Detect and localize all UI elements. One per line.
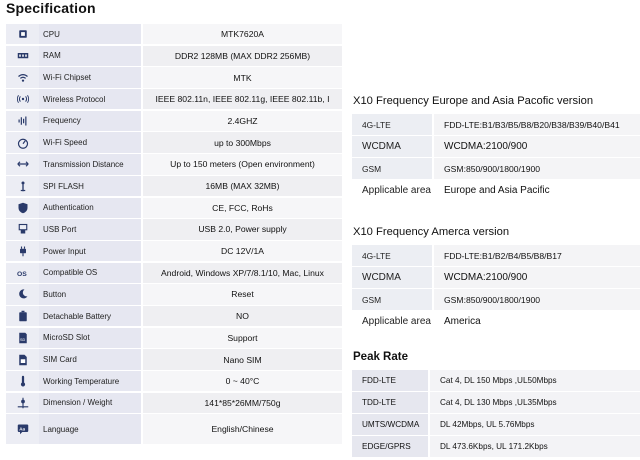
- frequency-row: [352, 114, 640, 135]
- frequency-value: GSM:850/900/1800/1900: [434, 158, 640, 179]
- spec-row: [6, 111, 342, 131]
- spec-value: English/Chinese: [143, 414, 342, 444]
- spec-label: Compatible OS: [39, 263, 141, 283]
- peak-rate-row: [352, 392, 640, 413]
- spec-label: Transmission Distance: [39, 154, 141, 174]
- dimension-icon: [6, 393, 39, 413]
- spec-label: RAM: [39, 46, 141, 66]
- peak-rate-value: Cat 4, DL 130 Mbps ,UL35Mbps: [430, 392, 640, 413]
- spec-value: 141*85*26MM/750g: [143, 393, 342, 413]
- distance-icon: [6, 154, 39, 174]
- frequency-label: Applicable area: [352, 180, 432, 201]
- thermometer-icon: [6, 371, 39, 391]
- wifi-icon: [6, 67, 39, 87]
- spec-value: CE, FCC, RoHs: [143, 198, 342, 218]
- spec-label: CPU: [39, 24, 141, 44]
- europe-frequency-table: [352, 114, 640, 202]
- spec-row: [6, 414, 342, 444]
- spec-value: 16MB (MAX 32MB): [143, 176, 342, 196]
- frequency-label: GSM: [352, 158, 432, 179]
- frequency-row: [352, 267, 640, 288]
- frequency-value: FDD-LTE:B1/B2/B4/B5/B8/B17: [434, 245, 640, 266]
- frequency-value: Europe and Asia Pacific: [434, 180, 640, 201]
- spec-row: [6, 371, 342, 391]
- frequency-label: WCDMA: [352, 267, 432, 288]
- spec-label: MicroSD Slot: [39, 328, 141, 348]
- spec-row: [6, 306, 342, 326]
- spec-label: Power Input: [39, 241, 141, 261]
- frequency-row: [352, 136, 640, 157]
- spec-value: Android, Windows XP/7/8.1/10, Mac, Linux: [143, 263, 342, 283]
- frequency-label: Applicable area: [352, 311, 432, 332]
- spec-value: Reset: [143, 284, 342, 304]
- spec-value: NO: [143, 306, 342, 326]
- spec-row: [6, 176, 342, 196]
- peak-rate-row: [352, 414, 640, 435]
- spec-value: Up to 150 meters (Open environment): [143, 154, 342, 174]
- peak-rate-label: TDD-LTE: [352, 392, 428, 413]
- spec-label: Language: [39, 414, 141, 444]
- moon-icon: [6, 284, 39, 304]
- spec-row: [6, 393, 342, 413]
- peak-rate-label: UMTS/WCDMA: [352, 414, 428, 435]
- os-icon: [6, 263, 39, 283]
- spec-row: [6, 349, 342, 369]
- svg-text:Aa: Aa: [18, 426, 25, 432]
- speedometer-icon: [6, 132, 39, 152]
- language-icon: [6, 414, 39, 444]
- frequency-row: [352, 158, 640, 179]
- peak-rate-row: [352, 436, 640, 457]
- ram-icon: [6, 46, 39, 66]
- peak-rate-row: [352, 370, 640, 391]
- spec-value: 2.4GHZ: [143, 111, 342, 131]
- usb-icon: [6, 219, 39, 239]
- america-frequency-table: [352, 245, 640, 333]
- peak-rate-label: FDD-LTE: [352, 370, 428, 391]
- page-title: Specification: [6, 0, 96, 16]
- peak-rate-value: Cat 4, DL 150 Mbps ,UL50Mbps: [430, 370, 640, 391]
- antenna-icon: [6, 176, 39, 196]
- battery-icon: [6, 306, 39, 326]
- spec-label: Detachable Battery: [39, 306, 141, 326]
- svg-text:OS: OS: [16, 270, 27, 278]
- frequency-label: GSM: [352, 289, 432, 310]
- spec-value: USB 2.0, Power supply: [143, 219, 342, 239]
- europe-heading: X10 Frequency Europe and Asia Pacofic version: [353, 95, 594, 107]
- frequency-row: [352, 289, 640, 310]
- shield-icon: [6, 198, 39, 218]
- power-plug-icon: [6, 241, 39, 261]
- frequency-label: WCDMA: [352, 136, 432, 157]
- spec-row: [6, 198, 342, 218]
- spec-value: DC 12V/1A: [143, 241, 342, 261]
- spec-row: [6, 263, 342, 283]
- peak-rate-table: [352, 370, 640, 458]
- spec-label: Button: [39, 284, 141, 304]
- frequency-value: FDD-LTE:B1/B3/B5/B8/B20/B38/B39/B40/B41: [434, 114, 640, 135]
- signal-waves-icon: [6, 89, 39, 109]
- spec-label: SIM Card: [39, 349, 141, 369]
- svg-text:SD: SD: [19, 337, 25, 342]
- spec-row: [6, 132, 342, 152]
- spec-value: DDR2 128MB (MAX DDR2 256MB): [143, 46, 342, 66]
- spec-row: [6, 241, 342, 261]
- america-heading: X10 Frequency Amerca version: [353, 226, 510, 238]
- frequency-value: WCDMA:2100/900: [434, 267, 640, 288]
- spec-row: [6, 46, 342, 66]
- spec-label: USB Port: [39, 219, 141, 239]
- spec-value: Nano SIM: [143, 349, 342, 369]
- spec-label: Working Temperature: [39, 371, 141, 391]
- spec-value: up to 300Mbps: [143, 132, 342, 152]
- spec-value: MTK: [143, 67, 342, 87]
- spec-label: Wireless Protocol: [39, 89, 141, 109]
- frequency-icon: [6, 111, 39, 131]
- peak-rate-heading: Peak Rate: [353, 351, 408, 363]
- peak-rate-value: DL 42Mbps, UL 5.76Mbps: [430, 414, 640, 435]
- spec-label: Dimension / Weight: [39, 393, 141, 413]
- frequency-value: GSM:850/900/1800/1900: [434, 289, 640, 310]
- spec-label: SPI FLASH: [39, 176, 141, 196]
- frequency-label: 4G-LTE: [352, 245, 432, 266]
- spec-value: MTK7620A: [143, 24, 342, 44]
- spec-label: Wi-Fi Speed: [39, 132, 141, 152]
- cpu-icon: [6, 24, 39, 44]
- spec-label: Authentication: [39, 198, 141, 218]
- peak-rate-value: DL 473.6Kbps, UL 171.2Kbps: [430, 436, 640, 457]
- peak-rate-label: EDGE/GPRS: [352, 436, 428, 457]
- spec-row: [6, 89, 342, 109]
- spec-row: [6, 154, 342, 174]
- frequency-row: [352, 245, 640, 266]
- spec-value: 0 ~ 40°C: [143, 371, 342, 391]
- spec-row: [6, 24, 342, 44]
- spec-row: [6, 284, 342, 304]
- frequency-value: America: [434, 311, 640, 332]
- spec-row: [6, 219, 342, 239]
- frequency-row: [352, 180, 640, 201]
- frequency-row: [352, 311, 640, 332]
- spec-row: [6, 328, 342, 348]
- sim-card-icon: [6, 349, 39, 369]
- spec-value: IEEE 802.11n, IEEE 802.11g, IEEE 802.11b, I: [143, 89, 342, 109]
- frequency-label: 4G-LTE: [352, 114, 432, 135]
- spec-label: Frequency: [39, 111, 141, 131]
- spec-row: [6, 67, 342, 87]
- spec-label: Wi-Fi Chipset: [39, 67, 141, 87]
- spec-value: Support: [143, 328, 342, 348]
- frequency-value: WCDMA:2100/900: [434, 136, 640, 157]
- specification-table: [6, 24, 342, 446]
- sd-card-icon: [6, 328, 39, 348]
